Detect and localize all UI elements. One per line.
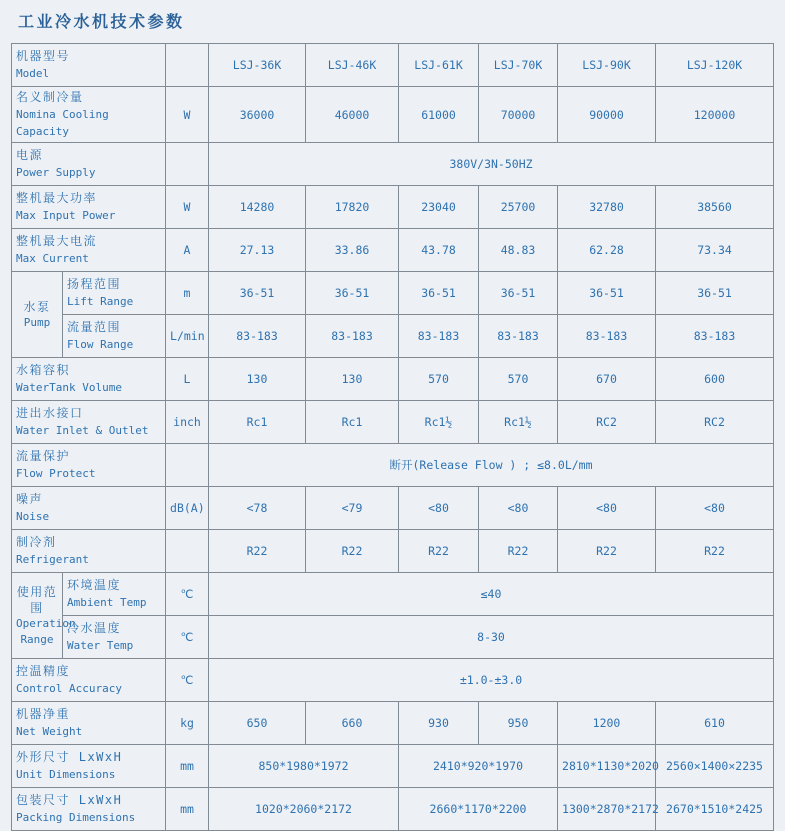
label-en: Range — [20, 632, 54, 646]
label-flow-protect — [12, 444, 166, 487]
value-cell: 48.83 — [479, 229, 558, 272]
label-en: Net Weight — [16, 725, 83, 738]
label-en: Ambient Temp — [67, 596, 147, 609]
row-pump-flow-range — [12, 315, 774, 358]
unit-cell — [166, 530, 209, 573]
label-en: Operation — [16, 616, 76, 630]
label-cn: 进出水接口 — [16, 406, 84, 420]
value-cell: 2410*920*1970 — [399, 745, 558, 788]
row-power-supply — [12, 143, 774, 186]
value-cell: 83-183 — [399, 315, 479, 358]
label-lift-range — [63, 272, 166, 315]
label-cooling-capacity — [12, 87, 166, 143]
value-cell-span: ≤40 — [209, 573, 774, 616]
value-cell: 83-183 — [558, 315, 656, 358]
value-cell: 1300*2870*2172 — [558, 788, 656, 831]
unit-cell: W — [166, 186, 209, 229]
value-cell: R22 — [209, 530, 306, 573]
value-cell: 2670*1510*2425 — [656, 788, 774, 831]
unit-cell: ℃ — [166, 659, 209, 702]
unit-cell: mm — [166, 745, 209, 788]
row-control-accuracy — [12, 659, 774, 702]
value-cell: 600 — [656, 358, 774, 401]
label-control-accuracy — [12, 659, 166, 702]
value-cell: 25700 — [479, 186, 558, 229]
row-water-inlet-outlet — [12, 401, 774, 444]
value-cell: Rc1½ — [399, 401, 479, 444]
value-cell: 610 — [656, 702, 774, 745]
value-cell: 83-183 — [306, 315, 399, 358]
model-cell: LSJ-70K — [479, 44, 558, 87]
unit-cell: inch — [166, 401, 209, 444]
label-model — [12, 44, 166, 87]
label-en: Water Inlet & Outlet — [16, 424, 149, 437]
unit-cell: dB(A) — [166, 487, 209, 530]
value-cell: 950 — [479, 702, 558, 745]
value-cell: 570 — [399, 358, 479, 401]
value-cell: Rc1 — [306, 401, 399, 444]
value-cell: 83-183 — [656, 315, 774, 358]
row-cooling-capacity — [12, 87, 774, 143]
label-en: Refrigerant — [16, 553, 89, 566]
value-cell: 1020*2060*2172 — [209, 788, 399, 831]
label-tank-volume — [12, 358, 166, 401]
row-unit-dimensions — [12, 745, 774, 788]
row-net-weight — [12, 702, 774, 745]
label-cn: 包装尺寸 LxWxH — [16, 793, 123, 807]
label-cn: 名义制冷量 — [16, 90, 84, 104]
value-cell: R22 — [656, 530, 774, 573]
label-en: Power Supply — [16, 166, 96, 179]
label-cn: 制冷剂 — [16, 535, 57, 549]
value-cell: <79 — [306, 487, 399, 530]
value-cell: 27.13 — [209, 229, 306, 272]
label-en: Model — [16, 67, 50, 80]
unit-cell: A — [166, 229, 209, 272]
value-cell-span: ±1.0-±3.0 — [209, 659, 774, 702]
row-water-temp — [12, 616, 774, 659]
value-cell: <80 — [479, 487, 558, 530]
model-cell: LSJ-46K — [306, 44, 399, 87]
unit-cell: L — [166, 358, 209, 401]
value-cell: 23040 — [399, 186, 479, 229]
value-cell: <80 — [558, 487, 656, 530]
label-en: Max Input Power — [16, 209, 116, 222]
value-cell: <80 — [656, 487, 774, 530]
value-cell: 850*1980*1972 — [209, 745, 399, 788]
value-cell: 930 — [399, 702, 479, 745]
value-cell: RC2 — [558, 401, 656, 444]
label-cn: 扬程范围 — [67, 277, 122, 291]
spec-table — [11, 43, 774, 831]
value-cell: 36-51 — [306, 272, 399, 315]
unit-cell — [166, 143, 209, 186]
label-cn: 环境温度 — [67, 578, 122, 592]
value-cell: Rc1 — [209, 401, 306, 444]
value-cell: 33.86 — [306, 229, 399, 272]
row-ambient-temp — [12, 573, 774, 616]
group-label-operation-range — [12, 573, 76, 659]
label-water-inlet-outlet — [12, 401, 166, 444]
label-packing-dimensions — [12, 788, 166, 831]
value-cell: RC2 — [656, 401, 774, 444]
row-noise — [12, 487, 774, 530]
label-en: Control Accuracy — [16, 682, 122, 695]
label-en: WaterTank Volume — [16, 381, 122, 394]
value-cell: 120000 — [656, 87, 774, 143]
value-cell: 2660*1170*2200 — [399, 788, 558, 831]
model-cell: LSJ-120K — [656, 44, 774, 87]
model-cell: LSJ-90K — [558, 44, 656, 87]
value-cell: 36-51 — [209, 272, 306, 315]
label-noise — [12, 487, 166, 530]
group-label-pump — [12, 272, 63, 358]
model-cell: LSJ-61K — [399, 44, 479, 87]
unit-cell: kg — [166, 702, 209, 745]
value-cell: 36-51 — [656, 272, 774, 315]
row-packing-dimensions — [12, 788, 774, 831]
label-unit-dimensions — [12, 745, 166, 788]
label-en: Unit Dimensions — [16, 768, 116, 781]
value-cell: 36-51 — [399, 272, 479, 315]
label-cn: 冷水温度 — [67, 621, 122, 635]
value-cell: 32780 — [558, 186, 656, 229]
row-tank-volume — [12, 358, 774, 401]
label-cn: 流量范围 — [67, 320, 122, 334]
label-ambient-temp — [63, 573, 166, 616]
value-cell: 83-183 — [479, 315, 558, 358]
value-cell: 83-183 — [209, 315, 306, 358]
unit-cell: ℃ — [166, 573, 209, 616]
value-cell: 73.34 — [656, 229, 774, 272]
unit-cell — [166, 444, 209, 487]
value-cell: 61000 — [399, 87, 479, 143]
value-cell: R22 — [399, 530, 479, 573]
label-en: Flow Protect — [16, 467, 96, 480]
value-cell-span: 断开(Release Flow ) ; ≤8.0L/mm — [209, 444, 774, 487]
value-cell: 14280 — [209, 186, 306, 229]
value-cell: 130 — [209, 358, 306, 401]
label-cn: 机器净重 — [16, 707, 71, 721]
label-max-current — [12, 229, 166, 272]
unit-cell: ℃ — [166, 616, 209, 659]
value-cell: 670 — [558, 358, 656, 401]
row-refrigerant — [12, 530, 774, 573]
label-net-weight — [12, 702, 166, 745]
value-cell: 570 — [479, 358, 558, 401]
label-en: Packing Dimensions — [16, 811, 136, 824]
label-en: Water Temp — [67, 639, 134, 652]
value-cell: 36000 — [209, 87, 306, 143]
label-power-supply — [12, 143, 166, 186]
value-cell: 38560 — [656, 186, 774, 229]
label-cn: 机器型号 — [16, 49, 71, 63]
value-cell: R22 — [479, 530, 558, 573]
label-cn: 水箱容积 — [16, 363, 71, 377]
label-cn: 控温精度 — [16, 664, 71, 678]
label-water-temp — [63, 616, 166, 659]
value-cell: 660 — [306, 702, 399, 745]
value-cell: Rc1½ — [479, 401, 558, 444]
label-cn: 外形尺寸 LxWxH — [16, 750, 123, 764]
label-cn: 整机最大功率 — [16, 191, 98, 205]
value-cell: 90000 — [558, 87, 656, 143]
value-cell: 2810*1130*2020 — [558, 745, 656, 788]
label-cn: 使用范围 — [16, 584, 58, 615]
page-title: 工业冷水机技术参数 — [18, 12, 185, 31]
label-cn: 流量保护 — [16, 449, 71, 463]
label-cn: 整机最大电流 — [16, 234, 98, 248]
value-cell: 36-51 — [558, 272, 656, 315]
value-cell: 2560×1400×2235 — [656, 745, 774, 788]
value-cell: R22 — [306, 530, 399, 573]
label-en: Flow Range — [67, 338, 134, 351]
value-cell: 1200 — [558, 702, 656, 745]
label-en: Pump — [23, 315, 51, 329]
value-cell: 17820 — [306, 186, 399, 229]
label-en: Nomina Cooling Capacity — [16, 108, 109, 138]
row-model — [12, 44, 774, 87]
label-flow-range — [63, 315, 166, 358]
label-en: Max Current — [16, 252, 89, 265]
value-cell-span: 8-30 — [209, 616, 774, 659]
model-cell: LSJ-36K — [209, 44, 306, 87]
label-en: Noise — [16, 510, 50, 523]
label-cn: 噪声 — [16, 492, 44, 506]
label-en: Lift Range — [67, 295, 134, 308]
value-cell: R22 — [558, 530, 656, 573]
value-cell: 36-51 — [479, 272, 558, 315]
value-cell: 70000 — [479, 87, 558, 143]
label-cn: 水泵 — [23, 299, 51, 314]
value-cell: 62.28 — [558, 229, 656, 272]
row-max-current — [12, 229, 774, 272]
row-max-input-power — [12, 186, 774, 229]
unit-cell: L/min — [166, 315, 209, 358]
value-cell-span: 380V/3N-50HZ — [209, 143, 774, 186]
value-cell: <80 — [399, 487, 479, 530]
unit-cell — [166, 44, 209, 87]
value-cell: <78 — [209, 487, 306, 530]
label-cn: 电源 — [16, 148, 44, 162]
value-cell: 43.78 — [399, 229, 479, 272]
label-max-input-power — [12, 186, 166, 229]
row-pump-lift-range — [12, 272, 774, 315]
value-cell: 46000 — [306, 87, 399, 143]
value-cell: 130 — [306, 358, 399, 401]
unit-cell: W — [166, 87, 209, 143]
label-refrigerant — [12, 530, 166, 573]
unit-cell: m — [166, 272, 209, 315]
value-cell: 650 — [209, 702, 306, 745]
unit-cell: mm — [166, 788, 209, 831]
row-flow-protect — [12, 444, 774, 487]
